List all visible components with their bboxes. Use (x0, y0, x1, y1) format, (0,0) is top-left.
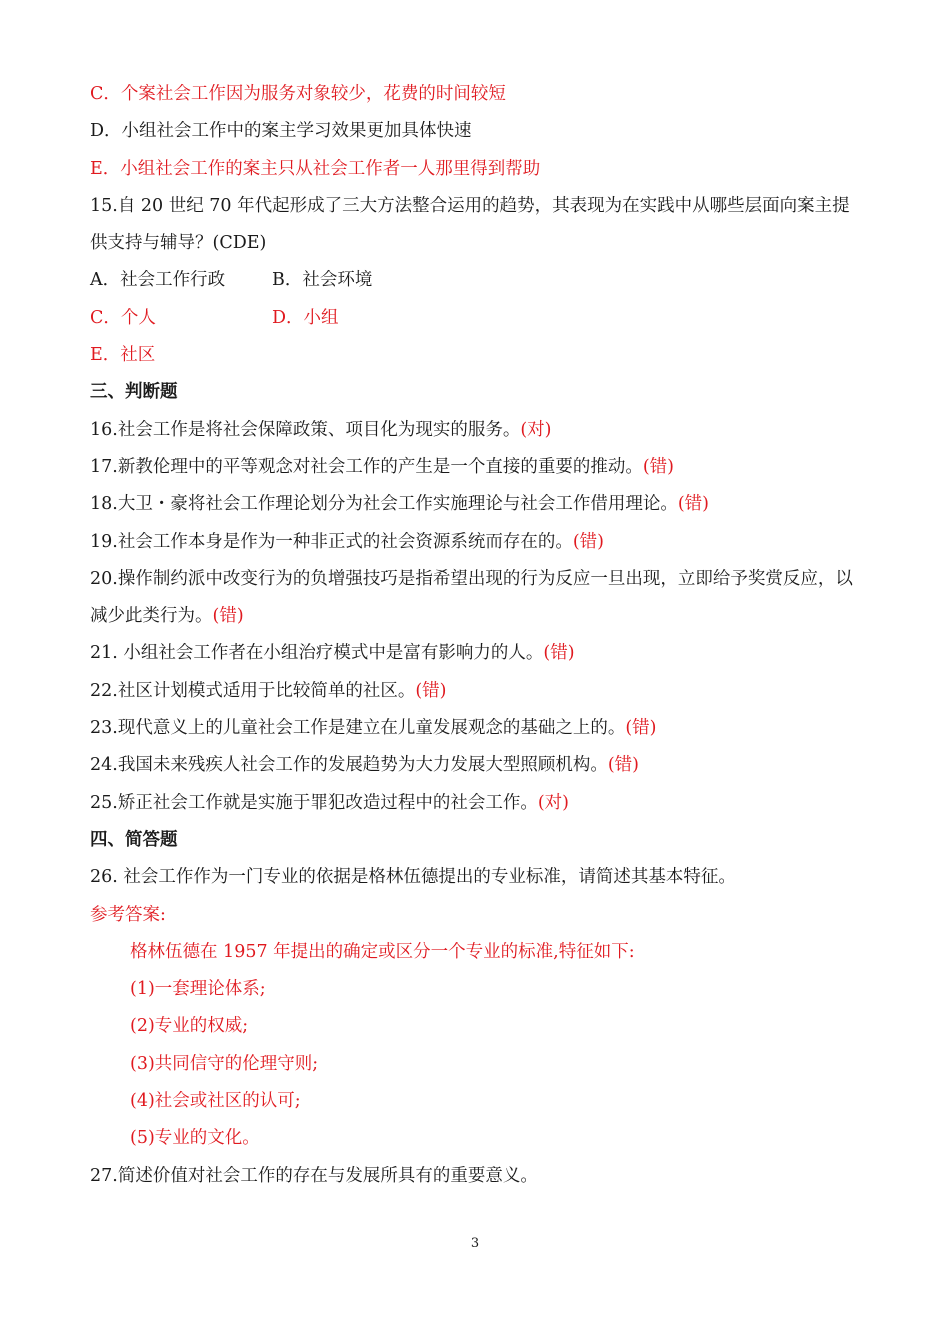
judgment-answer: (对) (520, 419, 552, 440)
reference-answer-point: (4)社会或社区的认可; (130, 1091, 301, 1112)
judgment-text: 22.社区计划模式适用于比较简单的社区。 (90, 680, 416, 701)
question-26: 26. 社会工作作为一门专业的依据是格林伍德提出的专业标准，请简述其基本特征。 (90, 867, 736, 888)
q15-option-c: C．个人 (90, 307, 156, 328)
reference-answer-intro: 格林伍德在 1957 年提出的确定或区分一个专业的标准,特征如下: (130, 941, 635, 962)
page-number: 3 (470, 1236, 480, 1251)
judgment-item (90, 747, 865, 784)
judgment-answer: (错) (642, 456, 674, 477)
q15-option-b: B．社会环境 (272, 270, 373, 291)
reference-answer-point: (3)共同信守的伦理守则; (130, 1053, 319, 1074)
judgment-answer: (错) (543, 643, 575, 664)
judgment-answer: (对) (537, 792, 569, 813)
q15-option-d: D．小组 (272, 307, 339, 328)
judgment-item (90, 412, 865, 449)
q15-option-a: A．社会工作行政 (90, 270, 226, 291)
judgment-answer: (错) (625, 718, 657, 739)
judgment-answer: (错) (607, 755, 639, 776)
judgment-text: 17.新教伦理中的平等观念对社会工作的产生是一个直接的重要的推动。 (90, 456, 643, 477)
judgment-answer: (错) (677, 494, 709, 515)
judgment-answer: (错) (572, 531, 604, 552)
judgment-item (90, 635, 865, 672)
page-content (90, 76, 865, 1195)
judgment-text: 18.大卫・豪将社会工作理论划分为社会工作实施理论与社会工作借用理论。 (90, 494, 678, 515)
judgment-text: 21. 小组社会工作者在小组治疗模式中是富有影响力的人。 (90, 643, 544, 664)
reference-answer-point: (5)专业的文化。 (130, 1128, 260, 1149)
judgment-item (90, 486, 865, 523)
reference-answer-point: (1)一套理论体系; (130, 979, 266, 1000)
q15-stem: 15.自 20 世纪 70 年代起形成了三大方法整合运用的趋势，其表现为在实践中从哪些层面向案主提供支持与辅导？(CDE) (90, 195, 850, 254)
judgment-text: 16.社会工作是将社会保障政策、项目化为现实的服务。 (90, 419, 521, 440)
judgment-answer: (错) (212, 606, 244, 627)
q14-option-e: E．小组社会工作的案主只从社会工作者一人那里得到帮助 (90, 158, 541, 179)
reference-answer-label: 参考答案: (90, 904, 166, 925)
question-27: 27.简述价值对社会工作的存在与发展所具有的重要意义。 (90, 1165, 538, 1186)
section-3-title: 三、判断题 (90, 382, 178, 403)
judgment-item (90, 524, 865, 561)
judgment-item (90, 673, 865, 710)
judgment-item (90, 710, 865, 747)
judgment-text: 20.操作制约派中改变行为的负增强技巧是指希望出现的行为反应一旦出现，立即给予奖赏反应，以减少此类行为。 (90, 568, 853, 627)
section-4-title: 四、简答题 (90, 829, 178, 850)
judgment-text: 25.矫正社会工作就是实施于罪犯改造过程中的社会工作。 (90, 792, 538, 813)
judgment-item (90, 449, 865, 486)
q14-option-c: C．个案社会工作因为服务对象较少，花费的时间较短 (90, 84, 506, 104)
q15-options-row-1 (90, 262, 865, 299)
judgment-answer: (错) (415, 680, 447, 701)
q15-options-row-2 (90, 300, 865, 337)
q14-option-d: D．小组社会工作中的案主学习效果更加具体快速 (90, 121, 472, 142)
reference-answer-point: (2)专业的权威; (130, 1016, 249, 1037)
judgment-text: 23.现代意义上的儿童社会工作是建立在儿童发展观念的基础之上的。 (90, 718, 626, 739)
q15-option-e: E．社区 (90, 345, 156, 366)
judgment-item (90, 561, 865, 636)
judgment-item (90, 785, 865, 822)
judgment-text: 24.我国未来残疾人社会工作的发展趋势为大力发展大型照顾机构。 (90, 755, 608, 776)
judgment-text: 19.社会工作本身是作为一种非正式的社会资源系统而存在的。 (90, 531, 573, 552)
